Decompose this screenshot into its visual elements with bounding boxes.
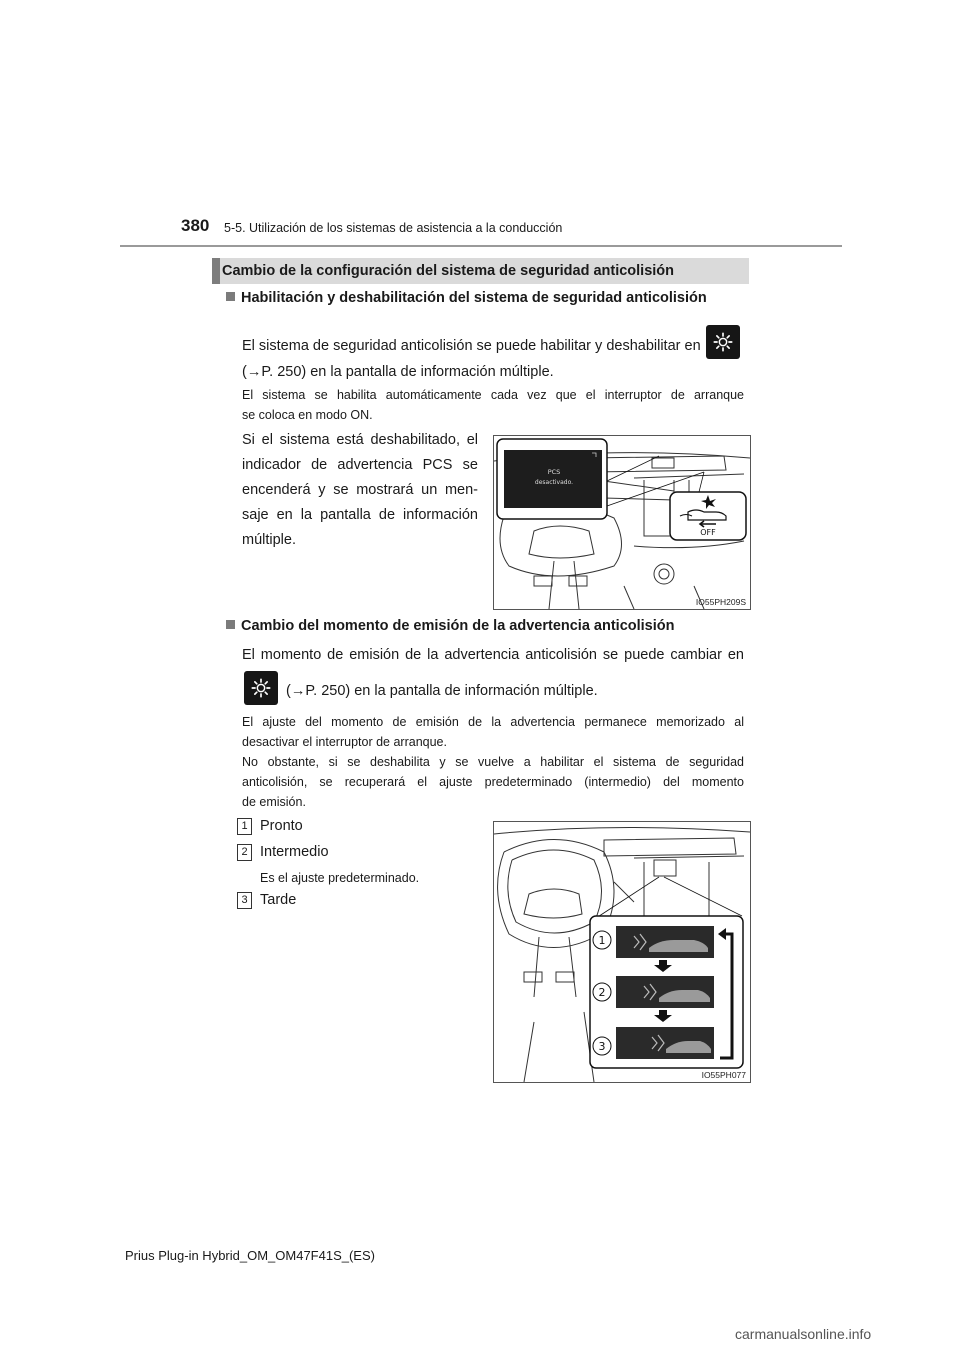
gear-icon bbox=[712, 331, 734, 353]
chapter-title: 5-5. Utilización de los sistemas de asistencia a la conducción bbox=[224, 221, 563, 235]
block1-description: Si el sistema está deshabilitado, el indicador de advertencia PCS se encenderá y se mostrará un men- saje en la pantalla de información múltiple. bbox=[242, 432, 478, 548]
timing-panel-3 bbox=[616, 1027, 714, 1059]
callout-3: 3 bbox=[598, 1040, 606, 1053]
timing-panel-2 bbox=[616, 976, 714, 1008]
page-number: 380 bbox=[181, 216, 210, 235]
option-number: 1 bbox=[237, 818, 252, 835]
timing-panel-1 bbox=[616, 926, 714, 958]
block1-text-line2: (→P. 250) en la pantalla de información múltiple. bbox=[242, 364, 554, 380]
gear-icon bbox=[250, 677, 272, 699]
block1-text-line1: El sistema de seguridad anticolisión se puede habilitar y deshabilitar en bbox=[242, 338, 701, 354]
off-label: OFF bbox=[700, 528, 716, 537]
block2-note: El ajuste del momento de emisión de la advertencia permanece memorizado al desactivar el interruptor de arranque. No obstante, si se deshabilita y se vuelve a habilitar el sistema de seguridad anticolisión, se recuperará el ajuste predeterminado (intermedio) del momento de emisión. bbox=[242, 715, 744, 809]
header-rule bbox=[120, 245, 842, 247]
block2-heading: Cambio del momento de emisión de la advertencia anticolisión bbox=[226, 618, 675, 634]
watermark: carmanualsonline.info bbox=[735, 1326, 872, 1342]
square-bullet-icon bbox=[226, 620, 235, 629]
block2-text-line2: (→P. 250) en la pantalla de información múltiple. bbox=[286, 683, 598, 699]
square-bullet-icon bbox=[226, 292, 235, 301]
section-title: Cambio de la configuración del sistema de seguridad anticolisión bbox=[222, 263, 675, 279]
settings-gear-icon-2 bbox=[244, 671, 278, 705]
figure-warning-timing bbox=[493, 821, 751, 1083]
callout-1: 1 bbox=[598, 934, 606, 947]
option-number: 2 bbox=[237, 844, 252, 861]
option-number: 3 bbox=[237, 892, 252, 909]
dashboard-illustration bbox=[494, 436, 750, 609]
figure-pcs-dashboard bbox=[493, 435, 751, 610]
block1-note: El sistema se habilita automáticamente cada vez que el interruptor de arranque se coloca en modo ON. bbox=[242, 388, 744, 422]
option-pronto: Pronto bbox=[260, 818, 303, 834]
screen-line-status: desactivado. bbox=[534, 479, 574, 486]
callout-2: 2 bbox=[598, 986, 606, 999]
figure-code: IO55PH209S bbox=[695, 597, 746, 607]
figure-code: IO55PH077 bbox=[701, 1070, 746, 1080]
warning-timing-illustration bbox=[494, 822, 750, 1082]
screen-line-pcs: PCS bbox=[547, 468, 561, 476]
settings-gear-icon bbox=[706, 325, 740, 359]
block1-heading: Habilitación y deshabilitación del sistema de seguridad anticolisión bbox=[226, 290, 707, 306]
block2-text-line1: El momento de emisión de la advertencia anticolisión se puede cambiar en bbox=[242, 647, 744, 663]
option-intermedio: Intermedio bbox=[260, 844, 329, 860]
manual-footer: Prius Plug-in Hybrid_OM_OM47F41S_(ES) bbox=[125, 1248, 375, 1263]
option-intermedio-note: Es el ajuste predeterminado. bbox=[260, 871, 420, 885]
option-tarde: Tarde bbox=[260, 892, 297, 908]
